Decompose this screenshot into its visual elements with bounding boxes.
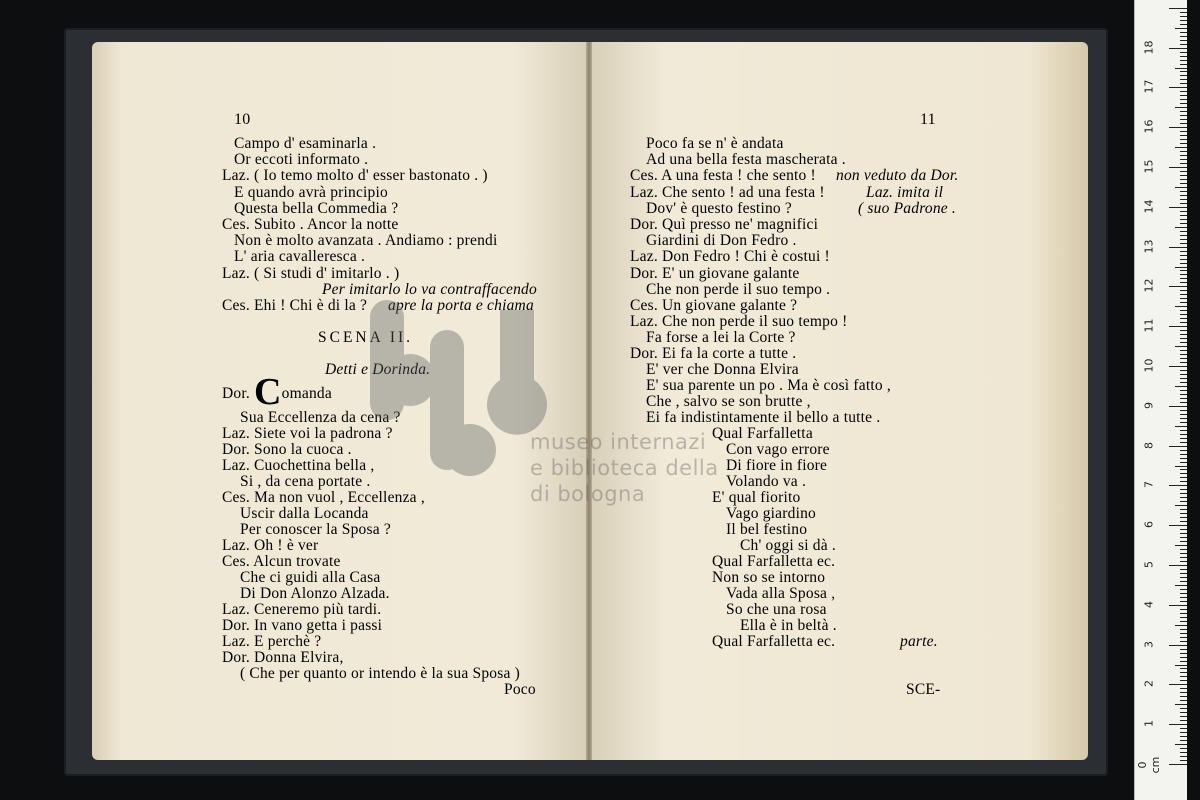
ruler-tick: [1180, 617, 1187, 618]
ruler-tick: [1180, 513, 1187, 514]
ruler-number: 8: [1142, 441, 1156, 449]
ruler-tick: [1180, 633, 1187, 634]
ruler-tick: [1180, 171, 1187, 172]
left-page-text-line: Non è molto avanzata . Andiamo : prendi: [234, 232, 498, 249]
ruler-tick: [1175, 227, 1187, 228]
ruler-number: 10: [1142, 358, 1156, 373]
ruler-tick: [1180, 454, 1187, 455]
ruler-tick: [1180, 131, 1187, 132]
ruler-tick: [1180, 517, 1187, 518]
ruler-tick: [1175, 545, 1187, 546]
ruler-tick: [1180, 203, 1187, 204]
right-page-text-line: Qual Farfalletta ec.: [712, 633, 836, 650]
right-page-text-line: So che una rosa: [726, 601, 827, 618]
ruler-tick: [1175, 466, 1187, 467]
ruler-number: 13: [1142, 239, 1156, 254]
ruler-number: 15: [1142, 159, 1156, 174]
watermark-line-3: di bologna: [530, 482, 646, 506]
ruler-tick: [1175, 267, 1187, 268]
ruler-tick: [1180, 641, 1187, 642]
ruler-tick: [1180, 139, 1187, 140]
ruler-tick: [1180, 350, 1187, 351]
ruler-tick: [1169, 406, 1187, 407]
right-page-text-line: Il bel festino: [726, 521, 808, 538]
right-page-text-line: Non so se intorno: [712, 569, 826, 586]
ruler-tick: [1180, 143, 1187, 144]
ruler-tick: [1180, 649, 1187, 650]
watermark-line-2: e biblioteca della: [530, 456, 719, 480]
left-page-text-line: Di Don Alonzo Alzada.: [240, 585, 390, 602]
ruler-tick: [1180, 56, 1187, 57]
ruler-tick: [1180, 60, 1187, 61]
ruler-tick: [1180, 509, 1187, 510]
ruler-tick: [1180, 20, 1187, 21]
left-page-text-line: Laz. E perchè ?: [222, 633, 322, 650]
speaker-prefix: Dor.: [222, 385, 250, 402]
ruler-number: 9: [1142, 401, 1156, 409]
right-page-text-line: Ch' oggi si dà .: [740, 537, 836, 554]
ruler-unit-label: 0 cm: [1136, 756, 1162, 774]
ruler-tick: [1175, 744, 1187, 745]
ruler-tick: [1180, 251, 1187, 252]
ruler-tick: [1169, 764, 1187, 765]
ruler-tick: [1180, 274, 1187, 275]
ruler-tick: [1180, 354, 1187, 355]
right-page-text-line: E' ver che Donna Elvira: [646, 361, 799, 378]
ruler-tick: [1180, 489, 1187, 490]
ruler-tick: [1180, 382, 1187, 383]
right-page-text-line: Vago giardino: [726, 505, 816, 522]
left-page-text-line: Ces. Ehi ! Chi è di la ?: [222, 297, 368, 314]
ruler-number: 5: [1142, 561, 1156, 568]
ruler-tick: [1180, 700, 1187, 701]
ruler-tick: [1180, 541, 1187, 542]
ruler-tick: [1180, 358, 1187, 359]
left-page-text-line: E quando avrà principio: [234, 184, 388, 201]
ruler-tick: [1180, 163, 1187, 164]
left-page-text-line: Poco: [504, 681, 536, 698]
ruler-tick: [1180, 362, 1187, 363]
ruler-number: 12: [1142, 278, 1156, 293]
ruler-tick: [1180, 243, 1187, 244]
ruler-tick: [1175, 107, 1187, 108]
left-page-text-line: Laz. Oh ! è ver: [222, 537, 319, 554]
left-page-text-line: Or eccoti informato .: [234, 151, 369, 168]
left-page-text-line: Detti e Dorinda.: [325, 361, 431, 378]
left-page-text-line: Dor. Donna Elvira,: [222, 649, 344, 666]
ruler-tick: [1180, 12, 1187, 13]
left-page-text-line: Campo d' esaminarla .: [234, 135, 377, 152]
left-page-text-line: Laz. Siete voi la padrona ?: [222, 425, 393, 442]
ruler-tick: [1169, 48, 1187, 49]
ruler-tick: [1180, 40, 1187, 41]
ruler-tick: [1180, 294, 1187, 295]
ruler-tick: [1180, 298, 1187, 299]
ruler-tick: [1180, 473, 1187, 474]
ruler-tick: [1180, 64, 1187, 65]
right-page-text-line: Ces. Un giovane galante ?: [630, 297, 798, 314]
left-page-text-line: Questa bella Commedia ?: [234, 200, 399, 217]
ruler-tick: [1180, 334, 1187, 335]
right-page-text-line: Dor. Ei fa la corte a tutte .: [630, 345, 797, 362]
right-page-text-line: E' sua parente un po . Ma è così fatto ,: [646, 377, 891, 394]
ruler-tick: [1175, 426, 1187, 427]
ruler-tick: [1169, 127, 1187, 128]
ruler-tick: [1180, 32, 1187, 33]
ruler-tick: [1175, 585, 1187, 586]
ruler-tick: [1169, 87, 1187, 88]
ruler-tick: [1180, 553, 1187, 554]
ruler-tick: [1180, 501, 1187, 502]
ruler-tick: [1180, 52, 1187, 53]
right-page-text-line: Dor. E' un giovane galante: [630, 265, 800, 282]
ruler-tick: [1180, 740, 1187, 741]
ruler-tick: [1175, 346, 1187, 347]
ruler-number: 16: [1142, 119, 1156, 134]
ruler-tick: [1169, 446, 1187, 447]
left-page-text-line: Ces. Subito . Ancor la notte: [222, 216, 399, 233]
right-page-text-line: Laz. Che sento ! ad una festa !: [630, 184, 825, 201]
ruler-tick: [1180, 115, 1187, 116]
ruler-tick: [1180, 111, 1187, 112]
ruler-tick: [1180, 259, 1187, 260]
ruler-tick: [1169, 724, 1187, 725]
ruler-tick: [1180, 195, 1187, 196]
ruler-tick: [1180, 748, 1187, 749]
ruler-tick: [1180, 338, 1187, 339]
left-page-text-line: Sua Eccellenza da cena ?: [240, 409, 401, 426]
ruler-tick: [1180, 609, 1187, 610]
right-page-text-line: Ces. A una festa ! che sento !: [630, 167, 816, 184]
ruler-tick: [1180, 760, 1187, 761]
ruler-tick: [1175, 505, 1187, 506]
ruler-tick: [1180, 573, 1187, 574]
ruler-tick: [1180, 557, 1187, 558]
ruler-tick: [1169, 286, 1187, 287]
ruler-tick: [1180, 99, 1187, 100]
ruler-tick: [1180, 569, 1187, 570]
ruler-number: 2: [1142, 680, 1156, 688]
right-page-text-line: Vada alla Sposa ,: [726, 585, 836, 602]
ruler-tick: [1180, 450, 1187, 451]
left-page-text-line: Che ci guidi alla Casa: [240, 569, 381, 586]
ruler-tick: [1180, 223, 1187, 224]
ruler-tick: [1180, 219, 1187, 220]
measurement-ruler: [1134, 0, 1187, 800]
ruler-tick: [1180, 442, 1187, 443]
ruler-tick: [1180, 402, 1187, 403]
ruler-tick: [1180, 183, 1187, 184]
ruler-tick: [1180, 756, 1187, 757]
ruler-tick: [1180, 374, 1187, 375]
right-page-text-line: Laz. Don Fedro ! Chi è costui !: [630, 248, 830, 265]
right-page-text-line: parte.: [900, 633, 938, 650]
ruler-tick: [1180, 529, 1187, 530]
left-page-text-line: Laz. Ceneremo più tardi.: [222, 601, 382, 618]
ruler-tick: [1180, 44, 1187, 45]
ruler-tick: [1180, 24, 1187, 25]
ruler-tick: [1169, 565, 1187, 566]
ruler-tick: [1180, 668, 1187, 669]
ruler-tick: [1180, 123, 1187, 124]
ruler-tick: [1180, 370, 1187, 371]
ruler-tick: [1180, 270, 1187, 271]
ruler-tick: [1180, 342, 1187, 343]
left-page-text-line: Ces. Ma non vuol , Eccellenza ,: [222, 489, 425, 506]
left-page-text-line: Laz. ( Si studi d' imitarlo . ): [222, 265, 400, 282]
left-page-text-line: Laz. Cuochettina bella ,: [222, 457, 375, 474]
left-page-text-line: L' aria cavalleresca .: [234, 248, 366, 265]
ruler-tick: [1180, 239, 1187, 240]
ruler-tick: [1180, 712, 1187, 713]
right-page-text-line: Ei fa indistintamente il bello a tutte .: [646, 409, 881, 426]
ruler-tick: [1180, 36, 1187, 37]
watermark-line-1: museo internazi: [530, 430, 707, 454]
ruler-tick: [1180, 175, 1187, 176]
ruler-tick: [1169, 684, 1187, 685]
right-page-text-line: Ella è in beltà .: [740, 617, 837, 634]
ruler-tick: [1180, 434, 1187, 435]
ruler-tick: [1180, 653, 1187, 654]
ruler-tick: [1169, 247, 1187, 248]
dropcap-line: [222, 371, 332, 413]
ruler-tick: [1180, 179, 1187, 180]
right-page-text-line: Giardini di Don Fedro .: [646, 232, 797, 249]
ruler-tick: [1175, 625, 1187, 626]
ruler-tick: [1180, 302, 1187, 303]
ruler-tick: [1180, 318, 1187, 319]
ruler-tick: [1180, 593, 1187, 594]
ruler-tick: [1180, 672, 1187, 673]
ruler-tick: [1169, 167, 1187, 168]
left-page-text-line: Per conoscer la Sposa ?: [240, 521, 391, 538]
ruler-tick: [1180, 159, 1187, 160]
ruler-tick: [1180, 688, 1187, 689]
left-page-text-line: ( Che per quanto or intendo è la sua Sposa ): [240, 665, 520, 682]
ruler-tick: [1180, 469, 1187, 470]
ruler-tick: [1180, 191, 1187, 192]
right-page-text-line: Ad una bella festa mascherata .: [646, 151, 846, 168]
ruler-number: 3: [1142, 640, 1156, 648]
ruler-tick: [1180, 537, 1187, 538]
ruler-tick: [1180, 135, 1187, 136]
ruler-tick: [1180, 231, 1187, 232]
ruler-tick: [1180, 732, 1187, 733]
ruler-number: 11: [1142, 318, 1156, 333]
ruler-tick: [1180, 680, 1187, 681]
ruler-tick: [1180, 629, 1187, 630]
ruler-tick: [1175, 386, 1187, 387]
ruler-tick: [1180, 199, 1187, 200]
right-page-text-line: Che non perde il suo tempo .: [646, 281, 831, 298]
right-page-text-line: Laz. Che non perde il suo tempo !: [630, 313, 848, 330]
ruler-tick: [1180, 696, 1187, 697]
ruler-tick: [1169, 366, 1187, 367]
ruler-tick: [1180, 103, 1187, 104]
right-page-text-line: Dov' è questo festino ?: [646, 200, 792, 217]
ruler-tick: [1175, 665, 1187, 666]
ruler-tick: [1180, 410, 1187, 411]
ruler-number: 4: [1142, 600, 1156, 608]
ruler-tick: [1169, 8, 1187, 9]
ruler-tick: [1175, 147, 1187, 148]
ruler-tick: [1180, 282, 1187, 283]
ruler-tick: [1180, 75, 1187, 76]
ruler-tick: [1180, 79, 1187, 80]
ruler-tick: [1180, 708, 1187, 709]
left-page-text-line: Uscir dalla Locanda: [240, 505, 369, 522]
ruler-number: 1: [1142, 720, 1156, 728]
ruler-tick: [1180, 676, 1187, 677]
ruler-number: 18: [1142, 40, 1156, 55]
ruler-tick: [1180, 151, 1187, 152]
ruler-tick: [1180, 462, 1187, 463]
ruler-tick: [1180, 418, 1187, 419]
right-page-text-line: Fa forse a lei la Corte ?: [646, 329, 796, 346]
ruler-tick: [1180, 613, 1187, 614]
ruler-tick: [1180, 601, 1187, 602]
drop-cap-rest: omanda: [281, 385, 332, 402]
ruler-tick: [1180, 16, 1187, 17]
ruler-tick: [1180, 278, 1187, 279]
right-page-text-line: SCE-: [906, 681, 941, 698]
ruler-tick: [1180, 430, 1187, 431]
ruler-tick: [1180, 521, 1187, 522]
right-page-text-line: E' qual fiorito: [712, 489, 801, 506]
ruler-tick: [1180, 322, 1187, 323]
ruler-number: 7: [1142, 481, 1156, 489]
ruler-tick: [1180, 657, 1187, 658]
drop-cap-letter: C: [254, 371, 282, 413]
left-page-number: 10: [234, 111, 251, 128]
right-page-text-line: non veduto da Dor.: [836, 167, 959, 184]
ruler-tick: [1180, 422, 1187, 423]
right-page-text-line: Con vago errore: [726, 441, 830, 458]
ruler-tick: [1180, 119, 1187, 120]
ruler-tick: [1180, 330, 1187, 331]
left-page-text-line: Per imitarlo lo va contraffacendo: [322, 281, 537, 298]
ruler-tick: [1180, 438, 1187, 439]
right-page-text-line: Volando va .: [726, 473, 807, 490]
ruler-tick: [1175, 187, 1187, 188]
ruler-number: 6: [1142, 521, 1156, 529]
right-page-text-line: Qual Farfalletta ec.: [712, 553, 836, 570]
ruler-tick: [1180, 716, 1187, 717]
ruler-tick: [1180, 414, 1187, 415]
ruler-tick: [1180, 263, 1187, 264]
ruler-tick: [1180, 637, 1187, 638]
ruler-tick: [1180, 71, 1187, 72]
right-page-text-line: Che , salvo se son brutte ,: [646, 393, 811, 410]
ruler-tick: [1180, 394, 1187, 395]
right-page-text-line: Qual Farfalletta: [712, 425, 813, 442]
ruler-tick: [1180, 458, 1187, 459]
ruler-number: 17: [1142, 79, 1156, 94]
ruler-tick: [1180, 211, 1187, 212]
ruler-number: 14: [1142, 199, 1156, 214]
ruler-tick: [1180, 720, 1187, 721]
ruler-tick: [1175, 68, 1187, 69]
ruler-tick: [1180, 728, 1187, 729]
ruler-tick: [1175, 306, 1187, 307]
left-page-text-line: apre la porta e chiama: [388, 297, 534, 314]
ruler-tick: [1180, 493, 1187, 494]
ruler-tick: [1180, 497, 1187, 498]
left-page-text-line: SCENA II.: [318, 329, 414, 346]
ruler-tick: [1180, 235, 1187, 236]
ruler-tick: [1180, 390, 1187, 391]
ruler-tick: [1169, 485, 1187, 486]
ruler-tick: [1180, 577, 1187, 578]
ruler-tick: [1169, 525, 1187, 526]
ruler-tick: [1180, 83, 1187, 84]
left-page-text-line: Ces. Alcun trovate: [222, 553, 341, 570]
ruler-tick: [1180, 533, 1187, 534]
ruler-tick: [1180, 398, 1187, 399]
left-page-text-line: Laz. ( Io temo molto d' esser bastonato . ): [222, 167, 488, 184]
ruler-tick: [1169, 645, 1187, 646]
ruler-tick: [1180, 549, 1187, 550]
ruler-tick: [1180, 581, 1187, 582]
ruler-tick: [1180, 481, 1187, 482]
ruler-tick: [1175, 704, 1187, 705]
ruler-tick: [1180, 477, 1187, 478]
ruler-tick: [1169, 605, 1187, 606]
ruler-tick: [1169, 326, 1187, 327]
ruler-tick: [1180, 378, 1187, 379]
left-page-text-line: Dor. In vano getta i passi: [222, 617, 383, 634]
ruler-tick: [1180, 314, 1187, 315]
ruler-tick: [1180, 589, 1187, 590]
ruler-tick: [1180, 621, 1187, 622]
ruler-tick: [1180, 736, 1187, 737]
ruler-tick: [1180, 255, 1187, 256]
ruler-tick: [1180, 561, 1187, 562]
left-page-text-line: Dor. Sono la cuoca .: [222, 441, 352, 458]
ruler-tick: [1180, 692, 1187, 693]
right-page-text-line: Di fiore in fiore: [726, 457, 828, 474]
ruler-tick: [1180, 95, 1187, 96]
ruler-tick: [1180, 91, 1187, 92]
ruler-tick: [1180, 155, 1187, 156]
right-page-text-line: ( suo Padrone .: [858, 200, 956, 217]
right-page-text-line: Dor. Quì presso ne' magnifici: [630, 216, 819, 233]
ruler-tick: [1175, 28, 1187, 29]
ruler-tick: [1180, 597, 1187, 598]
ruler-tick: [1180, 215, 1187, 216]
ruler-tick: [1180, 290, 1187, 291]
right-page-text-line: Poco fa se n' è andata: [646, 135, 784, 152]
right-page-text-line: Laz. imita il: [866, 184, 944, 201]
left-page-text-line: Si , da cena portate .: [240, 473, 371, 490]
ruler-tick: [1169, 207, 1187, 208]
ruler-tick: [1180, 661, 1187, 662]
book-gutter: [586, 42, 592, 760]
ruler-tick: [1180, 752, 1187, 753]
ruler-tick: [1180, 310, 1187, 311]
right-page-number: 11: [920, 111, 936, 128]
